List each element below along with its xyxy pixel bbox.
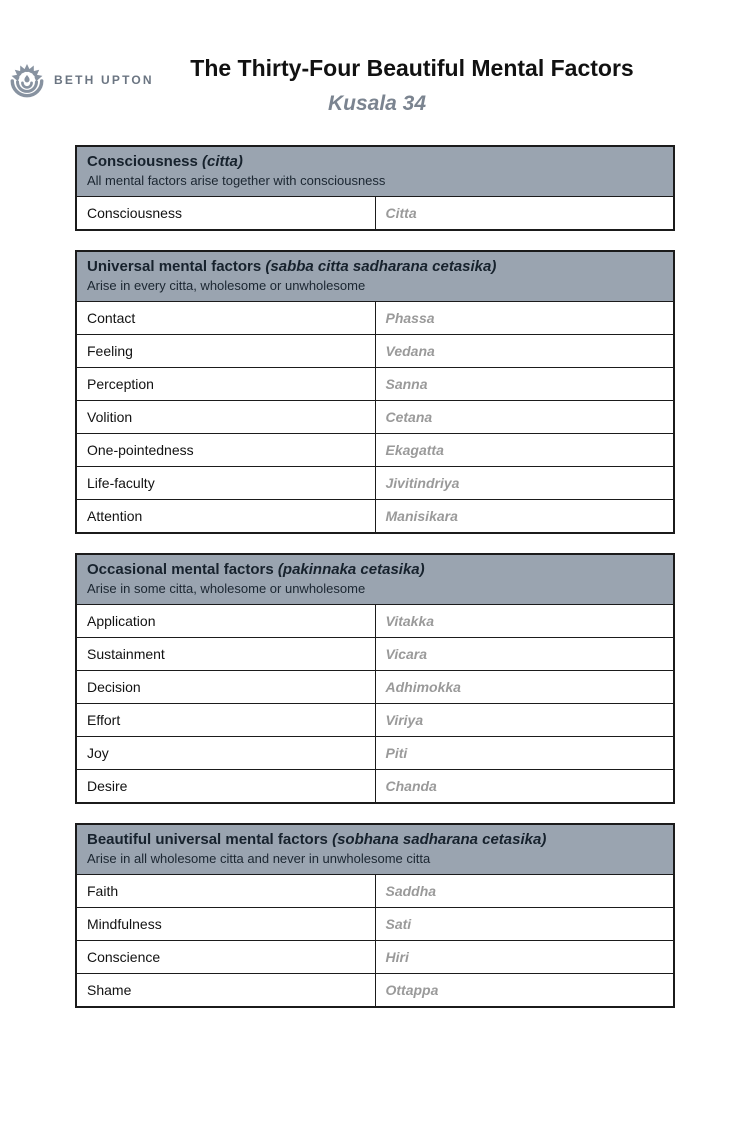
english-term-cell: Perception bbox=[76, 368, 375, 401]
pali-term-cell: Chanda bbox=[375, 770, 674, 804]
table-header bbox=[76, 146, 674, 197]
page-subtitle: Kusala 34 bbox=[327, 92, 427, 115]
table-header bbox=[76, 251, 674, 302]
table-row bbox=[76, 704, 674, 737]
table-title bbox=[87, 257, 663, 277]
english-term-cell: Contact bbox=[76, 302, 375, 335]
table-title-plain: Universal mental factors bbox=[87, 258, 266, 275]
factors-table bbox=[75, 250, 675, 534]
table-title-pali: (sobhana sadharana cetasika) bbox=[332, 831, 547, 848]
table-row bbox=[76, 500, 674, 534]
pali-term-cell: Ottappa bbox=[375, 974, 674, 1008]
table-row bbox=[76, 401, 674, 434]
table-row bbox=[76, 368, 674, 401]
table-subtitle: Arise in every citta, wholesome or unwholesome bbox=[87, 278, 366, 293]
table-row bbox=[76, 335, 674, 368]
english-term-cell: Sustainment bbox=[76, 638, 375, 671]
english-term-cell: One-pointedness bbox=[76, 434, 375, 467]
table-title-plain: Occasional mental factors bbox=[87, 561, 278, 578]
table-subtitle: Arise in some citta, wholesome or unwholesome bbox=[87, 581, 366, 596]
pali-term-cell: Vedana bbox=[375, 335, 674, 368]
brand-name: BETH UPTON bbox=[54, 73, 154, 87]
english-term-cell: Feeling bbox=[76, 335, 375, 368]
table-row bbox=[76, 434, 674, 467]
table-row bbox=[76, 605, 674, 638]
factors-table bbox=[75, 553, 675, 804]
english-term-cell: Consciousness bbox=[76, 197, 375, 231]
pali-term-cell: Hiri bbox=[375, 941, 674, 974]
table-title bbox=[87, 560, 663, 580]
table-title bbox=[87, 152, 663, 172]
table-title-plain: Beautiful universal mental factors bbox=[87, 831, 333, 848]
table-subtitle: Arise in all wholesome citta and never in unwholesome citta bbox=[87, 851, 431, 866]
factors-table bbox=[75, 823, 675, 1008]
table-header bbox=[76, 824, 674, 875]
pali-term-cell: Sati bbox=[375, 908, 674, 941]
english-term-cell: Desire bbox=[76, 770, 375, 804]
pali-term-cell: Piti bbox=[375, 737, 674, 770]
table-row bbox=[76, 941, 674, 974]
pali-term-cell: Vitakka bbox=[375, 605, 674, 638]
english-term-cell: Joy bbox=[76, 737, 375, 770]
english-term-cell: Application bbox=[76, 605, 375, 638]
table-row bbox=[76, 908, 674, 941]
english-term-cell: Faith bbox=[76, 875, 375, 908]
table-row bbox=[76, 875, 674, 908]
pali-term-cell: Cetana bbox=[375, 401, 674, 434]
table-title-pali: (citta) bbox=[202, 153, 243, 170]
english-term-cell: Volition bbox=[76, 401, 375, 434]
page-title: The Thirty-Four Beautiful Mental Factors bbox=[190, 55, 634, 81]
english-term-cell: Shame bbox=[76, 974, 375, 1008]
pali-term-cell: Ekagatta bbox=[375, 434, 674, 467]
table-row bbox=[76, 737, 674, 770]
pali-term-cell: Sanna bbox=[375, 368, 674, 401]
table-subtitle: All mental factors arise together with consciousness bbox=[87, 173, 386, 188]
table-header bbox=[76, 554, 674, 605]
english-term-cell: Conscience bbox=[76, 941, 375, 974]
factors-table bbox=[75, 145, 675, 231]
table-title-plain: Consciousness bbox=[87, 153, 203, 170]
english-term-cell: Decision bbox=[76, 671, 375, 704]
english-term-cell: Attention bbox=[76, 500, 375, 534]
table-row bbox=[76, 770, 674, 804]
table-row bbox=[76, 302, 674, 335]
pali-term-cell: Manisikara bbox=[375, 500, 674, 534]
tables-container bbox=[75, 145, 675, 1008]
pali-term-cell: Citta bbox=[375, 197, 674, 231]
table-row bbox=[76, 974, 674, 1008]
pali-term-cell: Adhimokka bbox=[375, 671, 674, 704]
english-term-cell: Mindfulness bbox=[76, 908, 375, 941]
english-term-cell: Effort bbox=[76, 704, 375, 737]
table-title-pali: (pakinnaka cetasika) bbox=[277, 561, 425, 578]
table-row bbox=[76, 638, 674, 671]
table-title bbox=[87, 830, 663, 850]
english-term-cell: Life-faculty bbox=[76, 467, 375, 500]
pali-term-cell: Viriya bbox=[375, 704, 674, 737]
pali-term-cell: Vicara bbox=[375, 638, 674, 671]
pali-term-cell: Phassa bbox=[375, 302, 674, 335]
table-row bbox=[76, 671, 674, 704]
table-row bbox=[76, 467, 674, 500]
table-row bbox=[76, 197, 674, 231]
pali-term-cell: Jivitindriya bbox=[375, 467, 674, 500]
table-title-pali: (sabba citta sadharana cetasika) bbox=[265, 258, 497, 275]
pali-term-cell: Saddha bbox=[375, 875, 674, 908]
